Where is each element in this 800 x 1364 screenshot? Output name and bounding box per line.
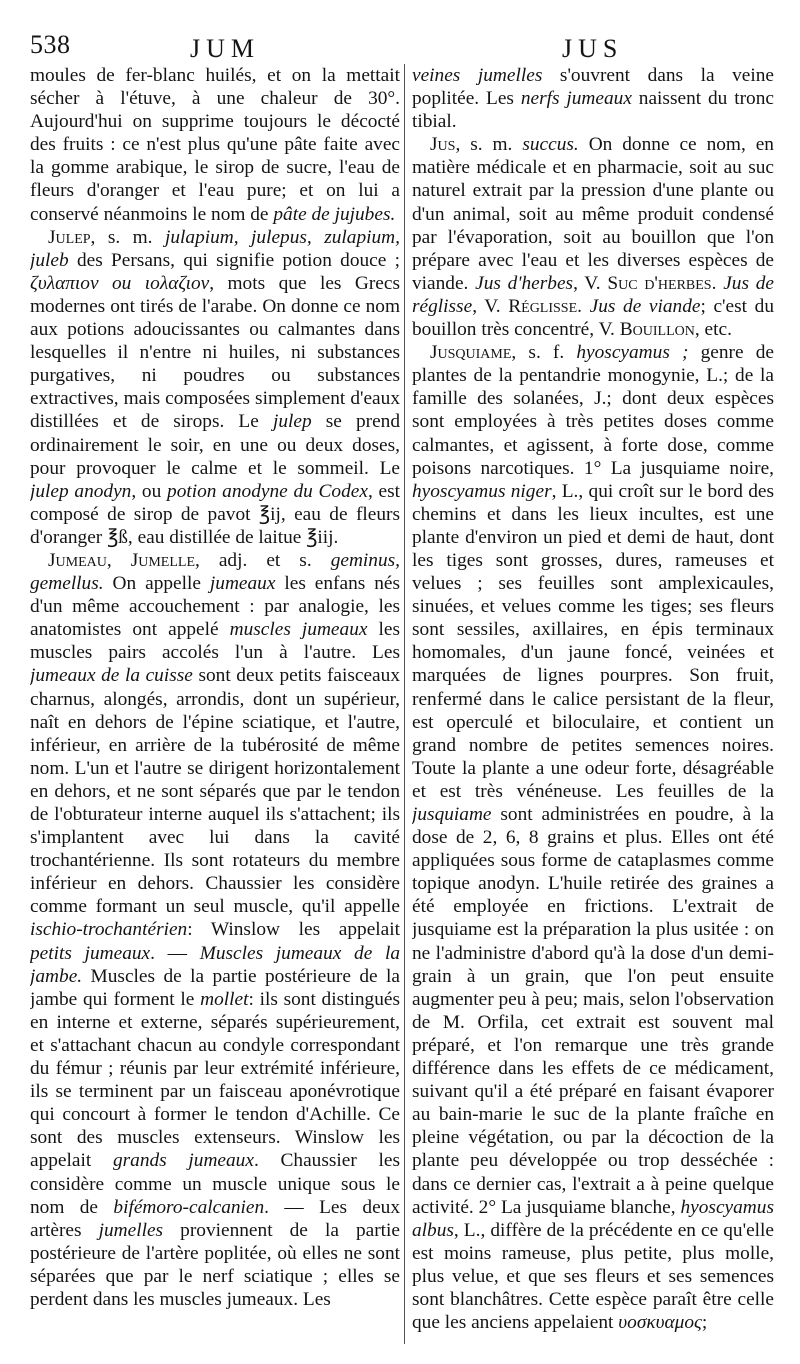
cross-reference: Suc d'herbes. [607, 272, 717, 294]
headword-jusquiame: Jusquiame [430, 342, 512, 364]
entry-jus: Jus, s. m. succus. On donne ce nom, en matière médicale et en pharmacie, soit au suc naturel extrait par la pression d'une plante ou d'un animal, soit au même produit condensé par l'évaporation, soit au bouillon que l'on prépare avec l'eau et les diverses espèces de viande. Jus d'herbes, V. Suc d'herbes. Jus de réglisse, V. Réglisse. Jus de viande; c'est du bouillon très concentré, V. Bouillon, etc. [412, 134, 774, 341]
page-number: 538 [30, 30, 71, 59]
paragraph-veines-jumelles: veines jumelles s'ouvrent dans la veine poplitée. Les nerfs jumeaux naissent du tronc tibial. [412, 65, 774, 133]
left-column [30, 64, 400, 1354]
headword-jus: Jus [430, 134, 456, 156]
column-divider [404, 64, 405, 1344]
running-head-left: JUM [190, 34, 261, 63]
entry-jumeau: Jumeau, Jumelle, adj. et s. geminus, gemellus. On appelle jumeaux les enfans nés d'un même accouchement : par analogie, les anatomistes ont appelé muscles jumeaux les muscles pairs accolés l'un à l'autre. Les jumeaux de la cuisse sont deux petits faisceaux charnus, alongés, arrondis, dont un supérieur, naît en dehors de l'épine sciatique, et l'autre, inférieur, en arrière de la tubérosité de même nom. L'un et l'autre se dirigent horizontalement en dehors, et ne sont séparés que par le tendon de l'obturateur interne auquel ils s'attachent; ils s'implantent avec lui dans la cavité trochantérienne. Ils sont rotateurs du membre inférieur en dehors. Chaussier les considère comme formant un seul muscle, qu'il appelle ischio-trochantérien: Winslow les appelait petits jumeaux. — Muscles jumeaux de la jambe. Muscles de la partie postérieure de la jambe qui forment le mollet: ils sont distingués en interne et externe, séparés supérieurement, et s'attachant chacun au condyle correspondant du fémur ; réunis par leur extrémité inférieure, ils se terminent par un faisceau aponévrotique qui concourt à former le tendon d'Achille. Ce sont des muscles extenseurs. Winslow les appelait grands jumeaux. Chaussier les considère comme un muscle unique sous le nom de bifémoro-calcanien. — Les deux artères jumelles proviennent de la partie postérieure de l'artère poplitée, où elles ne sont séparées que par le nerf sciatique ; elles se perdent dans les muscles jumeaux. Les [30, 549, 400, 1310]
greek-term: υοσκυαμος [618, 1312, 702, 1334]
term-pate-de-jujubes: pâte de jujubes. [273, 203, 396, 225]
cross-reference: Bouillon [619, 319, 695, 341]
greek-term: ζυλαπιον ou ιολαζιον [30, 272, 210, 294]
headword-julep: Julep [48, 226, 91, 248]
entry-jusquiame: Jusquiame, s. f. hyoscyamus ; genre de plantes de la pentandrie monogynie, L.; de la famille des solanées, J.; dont deux espèces sont employées à très petites doses comme calmantes, et agissent, à forte dose, comme poisons narcotiques. 1° La jusquiame noire, hyoscyamus niger, L., qui croît sur le bord des chemins et dans les lieux incultes, est une plante d'environ un pied et demi de haut, dont les tiges sont grosses, dures, rameuses et velues ; ses feuilles sont amplexicaules, sinuées, et velues comme les tiges; ses fleurs sont sessiles, axillaires, en épis terminaux homomales, d'un jaune foncé, veinées et marquées de lignes pourpres. Son fruit, renfermé dans le calice persistant de la fleur, est operculé et biloculaire, et contient un grand nombre de petites semences noires. Toute la plante a une odeur forte, désagréable et est très vénéneuse. Les feuilles de la jusquiame sont administrées en poudre, à la dose de 2, 6, 8 grains et plus. Elles ont été appliquées sous forme de cataplasmes comme topique anodyn. L'huile retirée des graines a été employée en frictions. L'extrait de jusquiame est la préparation la plus usitée : on ne l'administre d'abord qu'à la dose d'un demi-grain à un grain, que l'on peut ensuite augmenter peu à peu; mais, selon l'observation de M. Orfila, cet extrait est souvent mal préparé, et l'on remarque une très grande différence dans les effets de ce médicament, suivant qu'il a été préparé en faisant évaporer au bain-marie le suc de la plante fraîche en pleine végétation, ou par la décoction de la plante peu développée ou trop desséchée : dans ce dernier cas, l'extrait a à peine quelque activité. 2° La jusquiame blanche, hyoscyamus albus, L., diffère de la précédente en ce qu'elle est moins rameuse, plus petite, plus molle, plus velue, et que ses fleurs et ses semences sont blanchâtres. Cette espèce paraît être celle que les anciens appelaient υοσκυαμος; [412, 342, 774, 1334]
page-header [0, 0, 800, 72]
paragraph-pate-jujubes: moules de fer-blanc huilés, et on la mettait sécher à l'étuve, à une chaleur de 30°. Aujourd'hui on supprime toujours le décocté des fruits : ce n'est plus qu'une pâte faite avec la gomme arabique, le sirop de sucre, l'eau de fleurs d'oranger et l'eau pure; et on lui a conservé néanmoins le nom de pâte de jujubes. [30, 65, 400, 225]
running-head-right: JUS [562, 34, 624, 63]
cross-reference: Réglisse. [508, 295, 582, 317]
right-column [412, 64, 774, 1354]
headword-jumeau: Jumeau, Jumelle [48, 549, 195, 571]
entry-julep: Julep, s. m. julapium, julepus, zulapium, juleb des Persans, qui signifie potion douce ; ζυλαπιον ou ιολαζιον, mots que les Grecs modernes ont tirés de l'arabe. On donne ce nom aux potions adoucissantes ou calmantes dans lesquelles il n'entre ni huiles, ni substances purgatives, ni poudres ou substances extractives, mais composées simplement d'eaux distillées et de sirops. Le julep se prend ordinairement le soir, en une ou deux doses, pour provoquer le calme et le sommeil. Le julep anodyn, ou potion anodyne du Codex, est composé de sirop de pavot ℥ij, eau de fleurs d'oranger ℥ß, eau distillée de laitue ℥iij. [30, 226, 400, 548]
